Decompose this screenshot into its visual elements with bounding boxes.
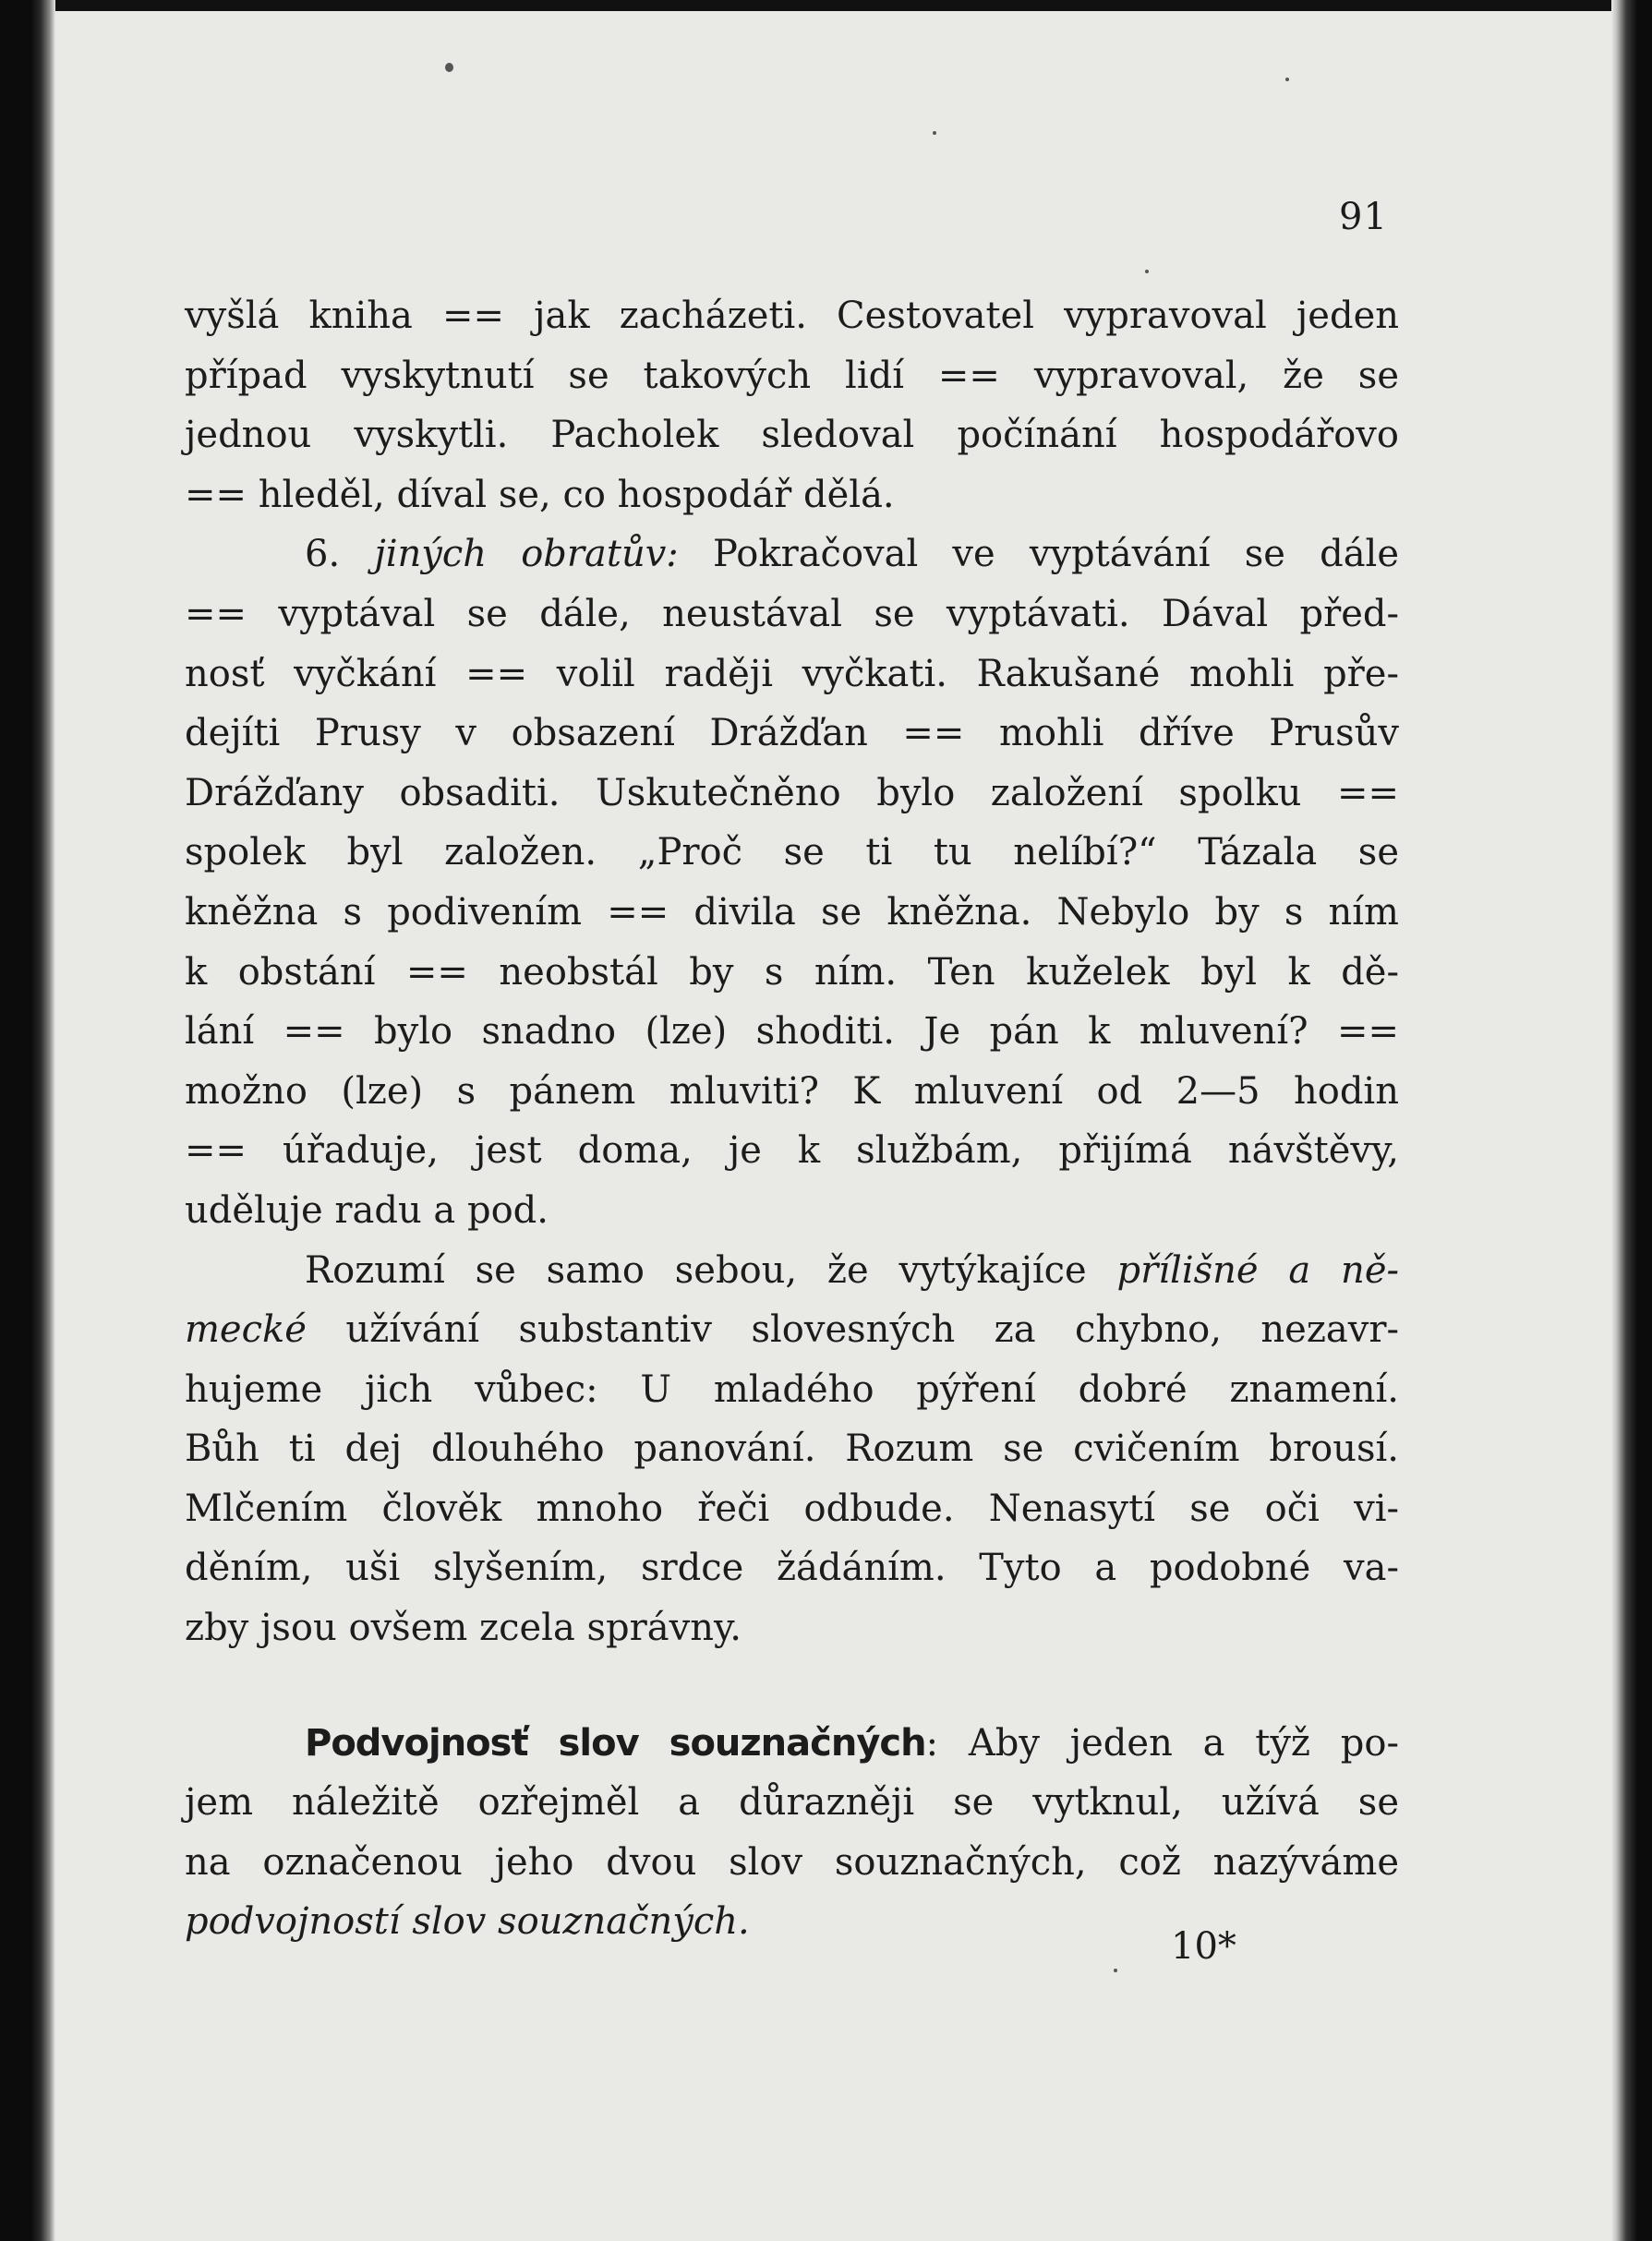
- text-line: případ vyskytnutí se takových lidí == vypravoval, že se: [185, 354, 1399, 397]
- page-number: 91: [1339, 196, 1388, 238]
- scan-border-right: [1611, 0, 1652, 2241]
- dust-speck: [1145, 270, 1149, 273]
- dust-speck: [1285, 78, 1289, 81]
- text-line: zby jsou ovšem zcela správny.: [185, 1607, 742, 1650]
- scan-border-left: [0, 0, 55, 2241]
- text-line: kněžna s podivením == divila se kněžna. Nebylo by s ním: [185, 890, 1399, 934]
- text-line: [185, 1714, 1399, 1774]
- italic-term: jiných obratův:: [374, 533, 679, 576]
- list-number: 6.: [305, 533, 341, 576]
- dust-speck: [1114, 1969, 1117, 1972]
- body-text: [185, 286, 1399, 1952]
- text-line: == hleděl, díval se, co hospodář dělá.: [185, 473, 895, 516]
- signature-mark: 10*: [1171, 1925, 1236, 1968]
- text-line: == vyptával se dále, neustával se vyptávati. Dával před-: [185, 592, 1399, 635]
- text-segment: Rozumí se samo sebou, že vytýkajíce: [305, 1248, 1087, 1292]
- text-line: Mlčením člověk mnoho řeči odbude. Nenasytí se oči vi-: [185, 1487, 1399, 1530]
- text-segment: Pokračoval ve vyptávání se dále: [712, 533, 1400, 576]
- text-line: uděluje radu a pod.: [185, 1188, 549, 1232]
- text-line: == úřaduje, jest doma, je k službám, přijímá návštěvy,: [185, 1129, 1399, 1173]
- text-line: děním, uši slyšením, srdce žádáním. Tyto a podobné va-: [185, 1547, 1399, 1590]
- text-line: lání == bylo snadno (lze) shoditi. Je pán k mluvení? ==: [185, 1010, 1399, 1054]
- scan-border-top: [0, 0, 1652, 11]
- text-line: možno (lze) s pánem mluviti? K mluvení od 2—5 hodin: [185, 1069, 1399, 1113]
- text-line: hujeme jich vůbec: U mladého pýření dobré znamení.: [185, 1367, 1399, 1411]
- text-line: spolek byl založen. „Proč se ti tu nelíbí?“ Tázala se: [185, 831, 1399, 874]
- text-line: jem náležitě ozřejměl a důrazněji se vytknul, užívá se: [185, 1781, 1399, 1825]
- section-heading: Podvojnosť slov souznačných: [305, 1721, 926, 1765]
- text-line: podvojností slov souznačných.: [185, 1900, 750, 1944]
- text-line: Bůh ti dej dlouhého panování. Rozum se cvičením brousí.: [185, 1428, 1399, 1471]
- text-segment: užívání substantiv slovesných za chybno, nezavr-: [345, 1308, 1399, 1352]
- text-line: dejíti Prusy v obsazení Drážďan == mohli dříve Prusův: [185, 712, 1399, 755]
- italic-term: přílišné a ně-: [1116, 1248, 1400, 1292]
- italic-term: mecké: [185, 1308, 307, 1352]
- dust-speck: [933, 131, 936, 135]
- text-line: [185, 524, 1399, 584]
- text-line: nosť vyčkání == volil raději vyčkati. Rakušané mohli pře-: [185, 652, 1399, 695]
- text-line: jednou vyskytli. Pacholek sledoval počínání hospodářovo: [185, 414, 1399, 457]
- text-line: [185, 1241, 1399, 1301]
- text-line: na označenou jeho dvou slov souznačných, což nazýváme: [185, 1840, 1399, 1884]
- text-line: Drážďany obsaditi. Uskutečněno bylo založení spolku ==: [185, 771, 1399, 814]
- text-line: [185, 1300, 1399, 1360]
- text-line: vyšlá kniha == jak zacházeti. Cestovatel vypravoval jeden: [185, 295, 1399, 337]
- text-line: k obstání == neobstál by s ním. Ten kuželek byl k dě-: [185, 950, 1399, 994]
- text-segment: : Aby jeden a týž po-: [925, 1721, 1399, 1765]
- dust-speck: [445, 63, 453, 72]
